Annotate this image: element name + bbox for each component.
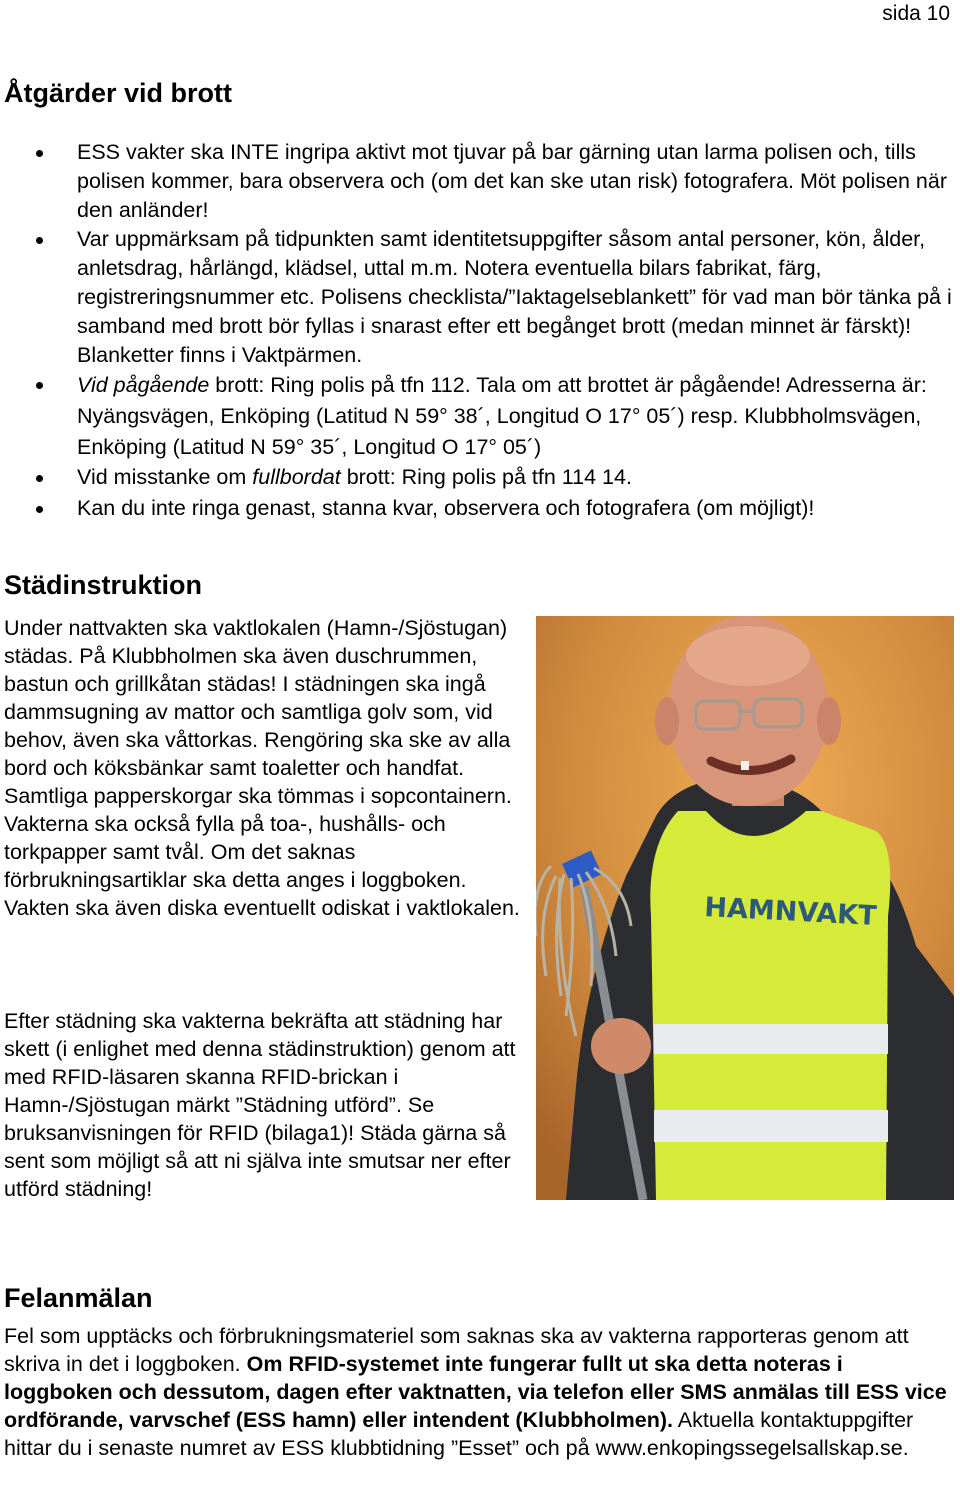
page-number: sida 10 [882, 2, 950, 25]
paragraph-felanmalan: Fel som upptäcks och förbrukningsmateriel som saknas ska av vakterna rapporteras genom att skriva in det i loggboken. Om RFID-systemet inte fungerar fullt ut ska detta noteras i loggboken och dessutom, dagen efter vaktnatten, via telefon eller SMS anmälas till ESS vice ordförande, varvschef (ESS hamn) eller intendent (Klubbholmen). Aktuella kontaktuppgifter hittar du i senaste numret av ESS klubbtidning ”Esset” och på www.enkopingssegelsallskap.se. [4, 1324, 947, 1460]
bullet-icon [36, 382, 43, 389]
bullet-icon [36, 237, 43, 244]
bullet-icon [36, 150, 43, 157]
list-item: Kan du inte ringa genast, stanna kvar, observera och fotografera (om möjligt)! [28, 494, 953, 523]
heading-felanmalan: Felanmälan [4, 1283, 153, 1313]
bullet-icon [36, 506, 43, 513]
bullet-list [28, 138, 953, 523]
photo-guard-with-mop [536, 616, 954, 1200]
list-item: Var uppmärksam på tidpunkten samt identitetsuppgifter såsom antal personer, kön, ålder, anletsdrag, hårlängd, klädsel, uttal m.m. Notera eventuella bilars fabrikat, färg, registreringsnummer etc. Polisens checklista/”Iaktagelseblankett” för vad man bör tänka på i samband med brott bör fyllas i snarast efter ett begånget brott (medan minnet är färskt)! Blanketter finns i Vaktpärmen. [28, 225, 953, 370]
list-item: ESS vakter ska INTE ingripa aktivt mot tjuvar på bar gärning utan larma polisen och, tills polisen kommer, bara observera och (om det kan ske utan risk) fotografera. Möt polisen när den anländer! [28, 138, 953, 225]
list-item: Vid misstanke om fullbordat brott: Ring polis på tfn 114 14. [28, 463, 953, 492]
vest-label: HAMNVAKT [703, 892, 878, 933]
heading-stadinstruktion: Städinstruktion [4, 570, 203, 600]
list-item: Vid pågående brott: Ring polis på tfn 112. Tala om att brottet är pågående! Adresserna är: Nyängsvägen, Enköping (Latitud N 59° 38´, Longitud O 17° 05´) resp. Klubbholmsvägen, Enköping (Latitud N 59° 35´, Longitud O 17° 05´) [28, 370, 953, 463]
paragraph-cleaning: Under nattvakten ska vaktlokalen (Hamn-/Sjöstugan) städas. På Klubbholmen ska även duschrummen, bastun och grillkåtan städas! I städningen ska ingå dammsugning av mattor och samtliga golv som, vid behov, även ska våttorkas. Rengöring ska ske av alla bord och köksbänkar samt toaletter och handfat. Samtliga papperskorgar ska tömmas i sopcontainern. Vakterna ska också fylla på toa-, hushålls- och torkpapper samt tvål. Om det saknas förbrukningsartiklar ska detta anges i loggboken. Vakten ska även diska eventuellt odiskat i vaktlokalen. [4, 616, 520, 920]
paragraph-rfid: Efter städning ska vakterna bekräfta att städning har skett (i enlighet med denna städinstruktion) genom att med RFID-läsaren skanna RFID-brickan i Hamn-/Sjöstugan märkt ”Städning utförd”. Se bruksanvisningen för RFID (bilaga1)! Städa gärna så sent som möjligt så att ni själva inte smutsar ner efter utförd städning! [4, 1009, 516, 1201]
heading-atgarder: Åtgärder vid brott [4, 78, 233, 108]
bullet-icon [36, 475, 43, 482]
